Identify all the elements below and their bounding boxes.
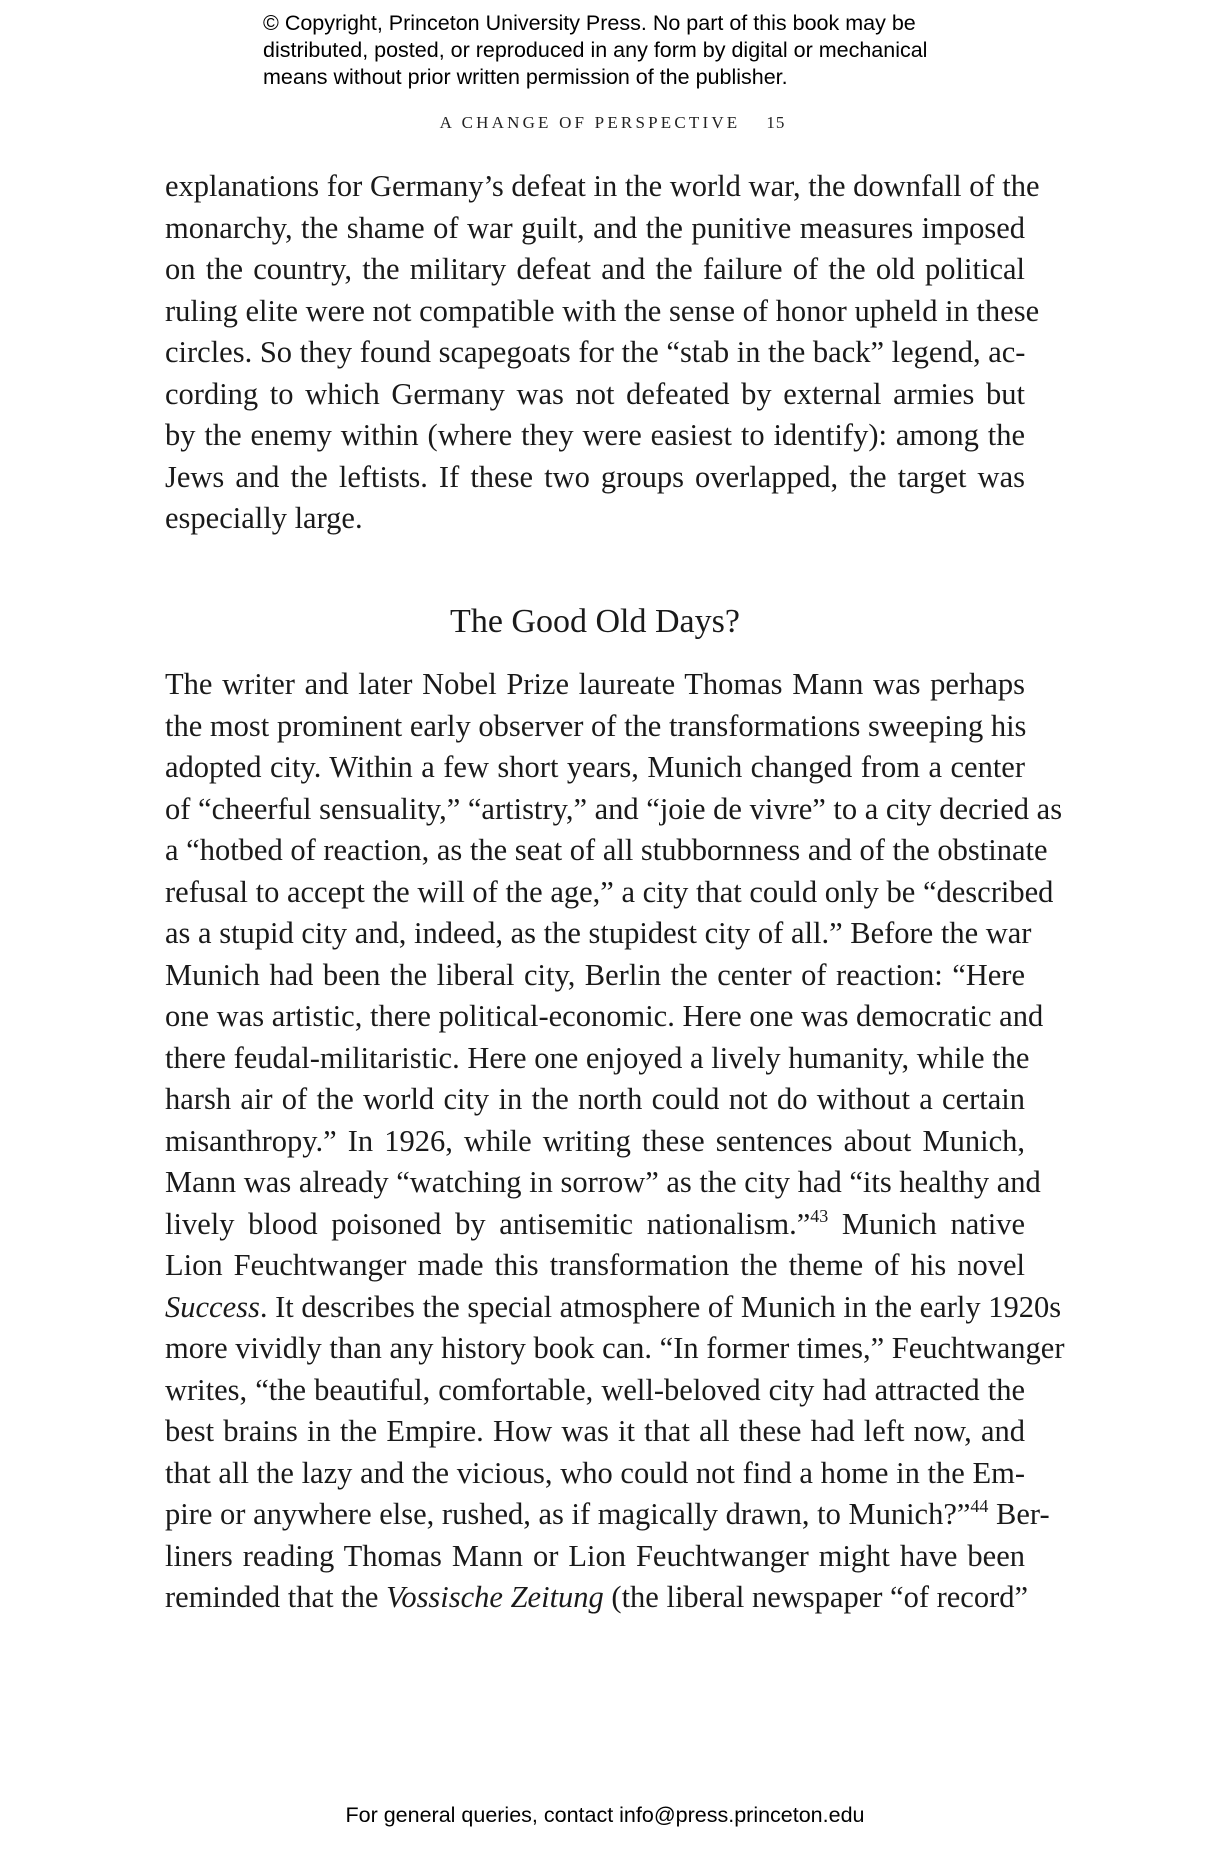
footnote-ref-43: 43 [810,1205,829,1226]
text-line: on the country, the military defeat and the failure of the old political [165,252,1025,286]
text-segment: pire or anywhere else, rushed, as if magically drawn, to Munich?” [165,1497,971,1531]
text-line [165,1494,1050,1536]
text-line [165,1204,1025,1246]
text-segment: lively blood poisoned by antisemitic nationalism.” [165,1206,811,1241]
text-line: The writer and later Nobel Prize laureate Thomas Mann was perhaps [165,667,1025,701]
running-head-title: A CHANGE OF PERSPECTIVE [439,113,741,132]
copyright-line: means without prior written permission of the publisher. [263,65,788,89]
text-line: monarchy, the shame of war guilt, and the punitive measures imposed [165,210,1025,245]
text-line: Mann was already “watching in sorrow” as the city had “its healthy and [165,1165,1041,1199]
text-line: ruling elite were not compatible with the sense of honor upheld in these [165,293,1040,328]
text-line: a “hotbed of reaction, as the seat of all stubbornness and of the obstinate [165,833,1048,867]
running-head [0,113,1225,133]
text-line: that all the lazy and the vicious, who could not find a home in the Em- [165,1455,1025,1490]
text-line: explanations for Germany’s defeat in the world war, the downfall of the [165,169,1040,203]
text-line: Munich had been the liberal city, Berlin the center of reaction: “Here [165,957,1025,992]
text-line: refusal to accept the will of the age,” a city that could only be “described [165,874,1054,909]
text-line: as a stupid city and, indeed, as the stupidest city of all.” Before the war [165,916,1032,950]
copyright-notice [263,10,983,91]
section-heading: The Good Old Days? [450,603,740,640]
text-line [165,1577,1029,1619]
text-segment: reminded that the [165,1580,387,1614]
text-line: the most prominent early observer of the transformations sweeping his [165,708,1027,743]
paragraph-1 [165,166,1040,540]
text-line: by the enemy within (where they were easiest to identify): among the [165,418,1025,452]
text-line: one was artistic, there political-economic. Here one was democratic and [165,999,1044,1033]
text-line: circles. So they found scapegoats for the “stab in the back” legend, ac- [165,335,1026,369]
text-line: liners reading Thomas Mann or Lion Feuchtwanger might have been [165,1538,1025,1573]
text-line: Jews and the leftists. If these two groups overlapped, the target was [165,459,1025,494]
text-line: especially large. [165,501,363,535]
text-line: of “cheerful sensuality,” “artistry,” and “joie de vivre” to a city decried as [165,791,1063,826]
paragraph-2 [165,664,1065,1619]
copyright-line: distributed, posted, or reproduced in any form by digital or mechanical [263,38,928,62]
text-line: more vividly than any history book can. “In former times,” Feuchtwanger [165,1331,1065,1365]
text-line [165,1287,1062,1329]
text-segment: Ber- [988,1497,1050,1531]
text-line: misanthropy.” In 1926, while writing these sentences about Munich, [165,1123,1025,1158]
footer-contact: For general queries, contact info@press.princeton.edu [345,1803,865,1827]
text-segment: Munich native [828,1206,1026,1241]
text-line: best brains in the Empire. How was it that all these had left now, and [165,1414,1025,1448]
text-line: harsh air of the world city in the north could not do without a certain [165,1082,1025,1116]
text-line: cording to which Germany was not defeated by external armies but [165,376,1025,411]
newspaper-title: Vossische Zeitung [386,1580,604,1614]
text-line: there feudal-militaristic. Here one enjoyed a lively humanity, while the [165,1040,1030,1075]
book-title-success: Success [165,1289,260,1324]
text-line: adopted city. Within a few short years, Munich changed from a center [165,750,1025,784]
copyright-line: © Copyright, Princeton University Press. No part of this book may be [263,11,916,35]
page-number: 15 [766,113,786,132]
text-line: Lion Feuchtwanger made this transformation the theme of his novel [165,1248,1025,1282]
text-line: writes, “the beautiful, comfortable, well-beloved city had attracted the [165,1372,1025,1407]
footnote-ref-44: 44 [970,1496,989,1516]
text-segment: (the liberal newspaper “of record” [603,1580,1029,1614]
text-segment: . It describes the special atmosphere of Munich in the early 1920s [259,1289,1062,1324]
